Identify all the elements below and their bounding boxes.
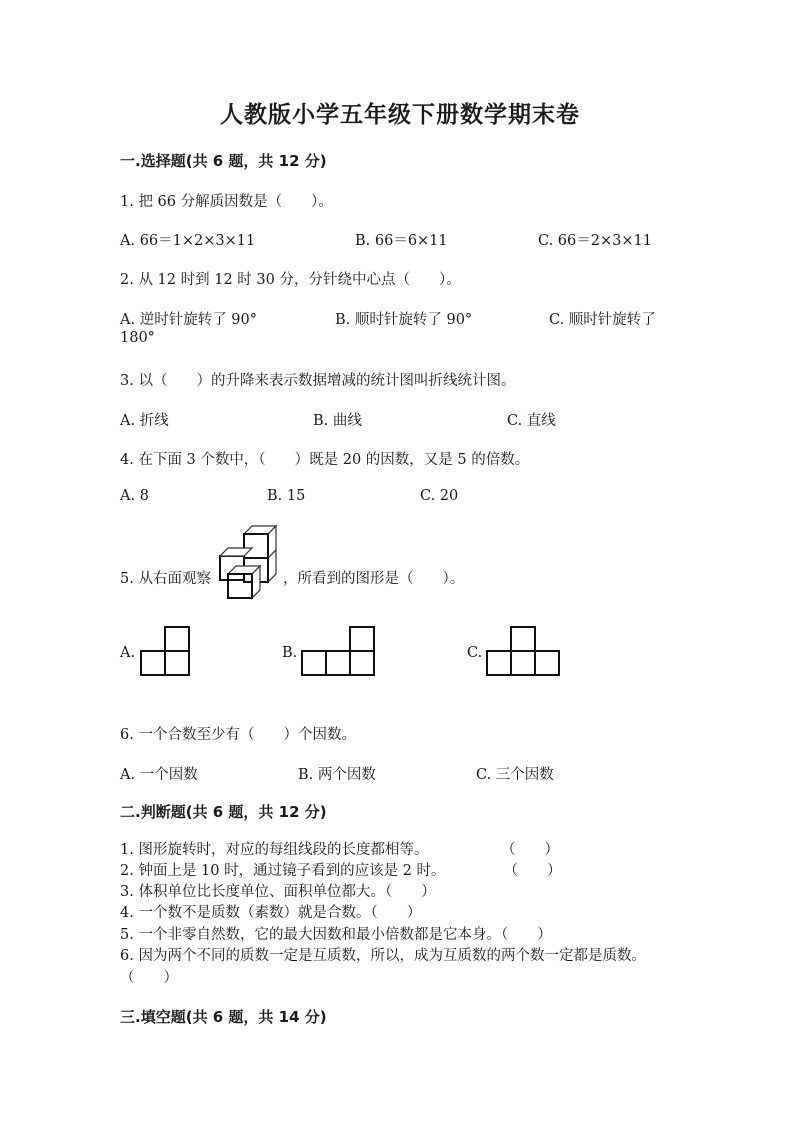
question-6-option-c: C. 三个因数 — [476, 767, 554, 783]
question-5-option-b: B. — [282, 645, 298, 661]
section-heading-choice: 一.选择题(共 6 题，共 12 分) — [120, 152, 327, 170]
question-4-option-a: A. 8 — [120, 488, 149, 504]
question-5-stem-end: ，所看到的图形是（ ）。 — [283, 571, 465, 587]
question-2-option-b: B. 顺时针旋转了 90° — [335, 312, 473, 328]
question-1-option-b: B. 66＝6×11 — [355, 233, 448, 249]
question-2-stem: 2. 从 12 时到 12 时 30 分，分针绕中心点（ ）。 — [120, 272, 461, 288]
judge-item-1: 1. 图形旋转时，对应的每组线段的长度都相等。 （ ） — [120, 842, 559, 858]
judge-item-6: 6. 因为两个不同的质数一定是互质数，所以，成为互质数的两个数一定都是质数。（ ） — [120, 948, 646, 986]
question-5-option-b-figure — [301, 626, 377, 678]
question-6-option-a: A. 一个因数 — [120, 767, 198, 783]
question-3-option-a: A. 折线 — [120, 413, 169, 429]
question-4-option-c: C. 20 — [420, 488, 459, 504]
question-5-option-c-figure — [486, 626, 562, 678]
question-3-option-c: C. 直线 — [507, 413, 556, 429]
section-heading-fill-in: 三.填空题(共 6 题，共 14 分) — [120, 1008, 327, 1026]
question-5-option-c: C. — [467, 645, 483, 661]
question-5-stem-start: 5. 从右面观察 — [120, 571, 211, 587]
question-4-option-b: B. 15 — [267, 488, 306, 504]
question-6-stem: 6. 一个合数至少有（ ）个因数。 — [120, 727, 356, 743]
question-2-option-c: C. 顺时针旋转了 — [549, 312, 656, 328]
question-1-option-a: A. 66＝1×2×3×11 — [120, 233, 256, 249]
judge-item-4: 4. 一个数不是质数（素数）就是合数。（ ） — [120, 905, 422, 921]
page-title: 人教版小学五年级下册数学期末卷 — [220, 102, 580, 128]
question-2-option-c-continued: 180° — [120, 330, 155, 346]
judge-item-5: 5. 一个非零自然数，它的最大因数和最小倍数都是它本身。（ ） — [120, 927, 552, 943]
question-5-option-a: A. — [120, 645, 136, 661]
question-1-option-c: C. 66＝2×3×11 — [538, 233, 652, 249]
question-3-option-b: B. 曲线 — [313, 413, 362, 429]
judge-item-2: 2. 钟面上是 10 时，通过镜子看到的应该是 2 时。 （ ） — [120, 863, 562, 879]
question-1-stem: 1. 把 66 分解质因数是（ ）。 — [120, 194, 333, 210]
question-5-option-a-figure — [140, 626, 192, 678]
section-heading-judgement: 二.判断题(共 6 题，共 12 分) — [120, 803, 327, 821]
question-6-option-b: B. 两个因数 — [298, 767, 376, 783]
question-3-stem: 3. 以（ ）的升降来表示数据增减的统计图叫折线统计图。 — [120, 373, 516, 389]
question-2-option-a: A. 逆时针旋转了 90° — [120, 312, 257, 328]
stacked-cubes-figure — [216, 524, 282, 606]
judge-item-3: 3. 体积单位比长度单位、面积单位都大。（ ） — [120, 884, 436, 900]
question-4-stem: 4. 在下面 3 个数中，（ ）既是 20 的因数，又是 5 的倍数。 — [120, 452, 530, 468]
